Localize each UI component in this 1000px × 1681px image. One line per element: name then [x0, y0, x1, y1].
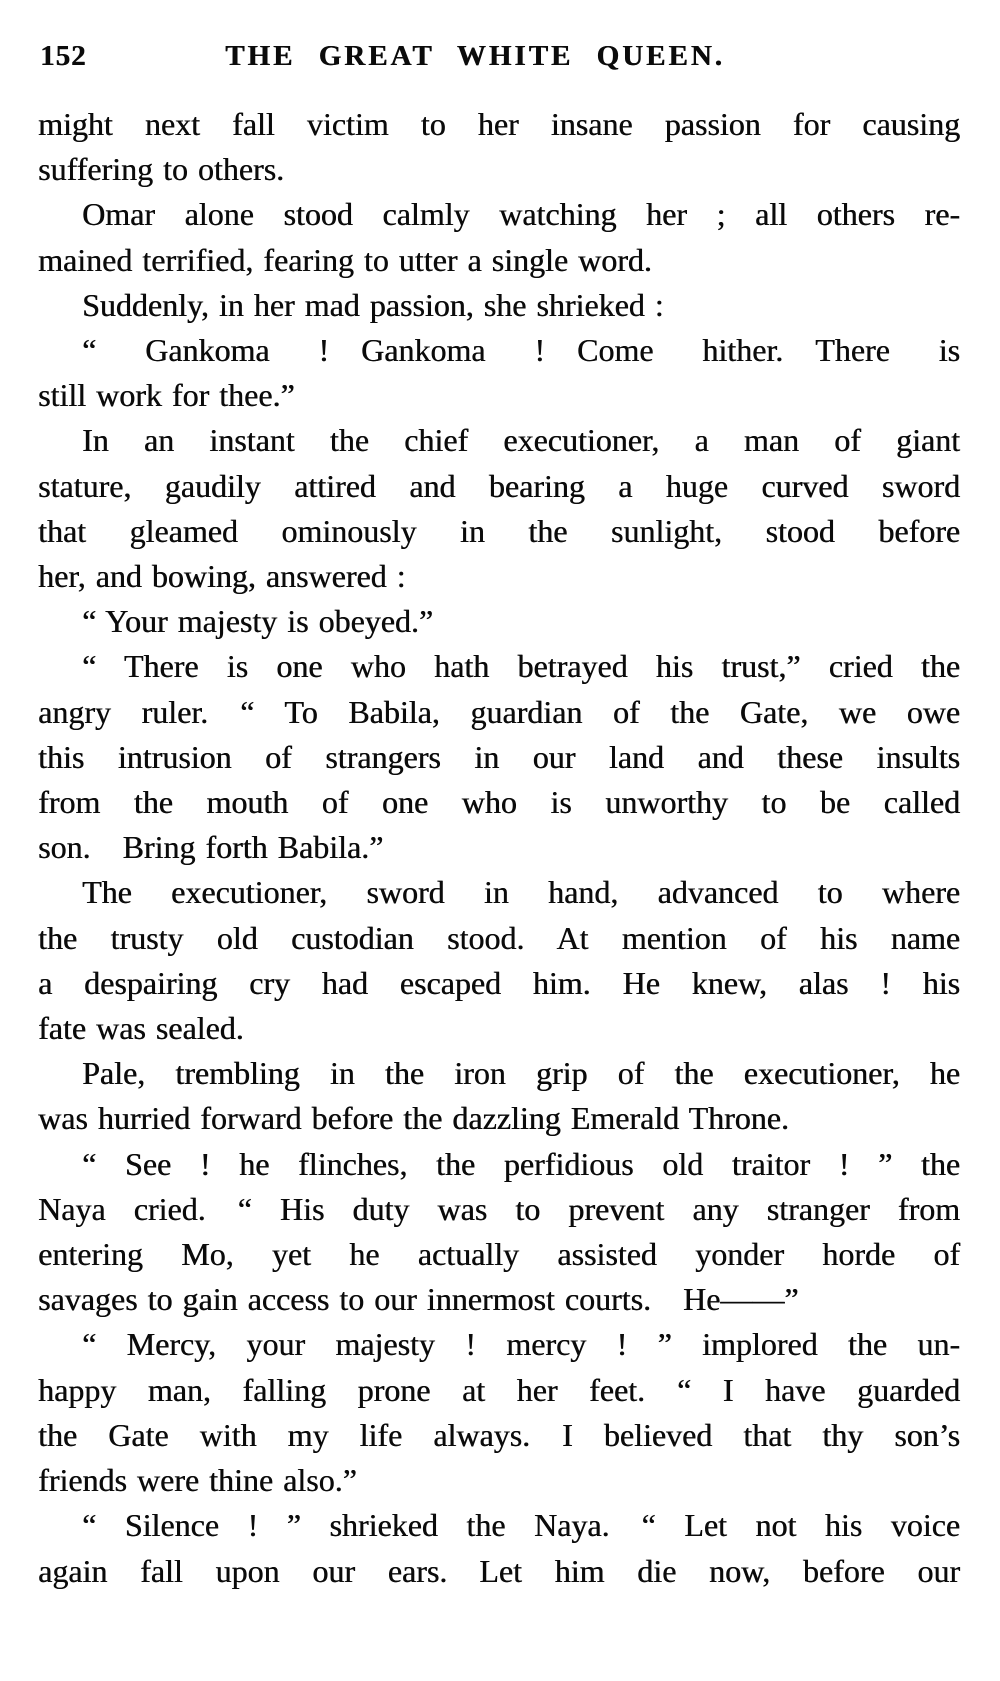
text-line: angry ruler. “ To Babila, guardian of the Gate, we owe	[38, 693, 960, 730]
text-line: still work for thee.”	[38, 377, 295, 414]
text-line: Naya cried. “ His duty was to prevent any stranger from	[38, 1190, 960, 1227]
text-line: “ There is one who hath betrayed his trust,” cried the	[82, 648, 960, 685]
text-line: stature, gaudily attired and bearing a huge curved sword	[38, 467, 960, 504]
text-line: from the mouth of one who is unworthy to be called	[38, 784, 960, 821]
text-line: mained terrified, fearing to utter a single word.	[38, 241, 652, 278]
text-line: friends were thine also.”	[38, 1462, 357, 1499]
text-line: the trusty old custodian stood. At mention of his name	[38, 919, 960, 956]
page-number: 152	[40, 40, 87, 72]
page-header	[38, 38, 960, 74]
text-line: that gleamed ominously in the sunlight, stood before	[38, 512, 960, 549]
text-line: The executioner, sword in hand, advanced to where	[82, 874, 960, 911]
text-line: entering Mo, yet he actually assisted yonder horde of	[38, 1236, 960, 1273]
text-line: “ Gankoma ! Gankoma ! Come hither. There is	[82, 332, 960, 369]
text-line: a despairing cry had escaped him. He knew, alas ! his	[38, 964, 960, 1001]
text-line: “ Your majesty is obeyed.”	[82, 603, 434, 640]
running-title: THE GREAT WHITE QUEEN.	[225, 40, 725, 72]
text-line: happy man, falling prone at her feet. “ I have guarded	[38, 1371, 960, 1408]
text-line: Suddenly, in her mad passion, she shrieked :	[82, 286, 664, 323]
text-line: “ Mercy, your majesty ! mercy ! ” implored the un-	[82, 1326, 960, 1363]
text-line: In an instant the chief executioner, a man of giant	[82, 422, 960, 459]
text-line: might next fall victim to her insane passion for causing	[38, 106, 960, 142]
text-line: this intrusion of strangers in our land and these insults	[38, 738, 960, 775]
text-line: again fall upon our ears. Let him die now, before our	[38, 1552, 960, 1589]
text-line: the Gate with my life always. I believed that thy son’s	[38, 1416, 960, 1453]
text-line: suffering to others.	[38, 151, 285, 188]
text-line: her, and bowing, answered :	[38, 558, 406, 595]
text-line: Omar alone stood calmly watching her ; all others re-	[82, 196, 960, 233]
text-line: “ Silence ! ” shrieked the Naya. “ Let not his voice	[82, 1507, 960, 1544]
text-line: fate was sealed.	[38, 1010, 244, 1047]
text-line: “ See ! he flinches, the perfidious old traitor ! ” the	[82, 1145, 960, 1182]
text-line: Pale, trembling in the iron grip of the executioner, he	[82, 1055, 960, 1092]
text-line: son. Bring forth Babila.”	[38, 829, 384, 866]
page-body	[38, 102, 960, 1594]
text-line: was hurried forward before the dazzling Emerald Throne.	[38, 1100, 789, 1137]
text-line: savages to gain access to our innermost courts. He——”	[38, 1281, 799, 1318]
